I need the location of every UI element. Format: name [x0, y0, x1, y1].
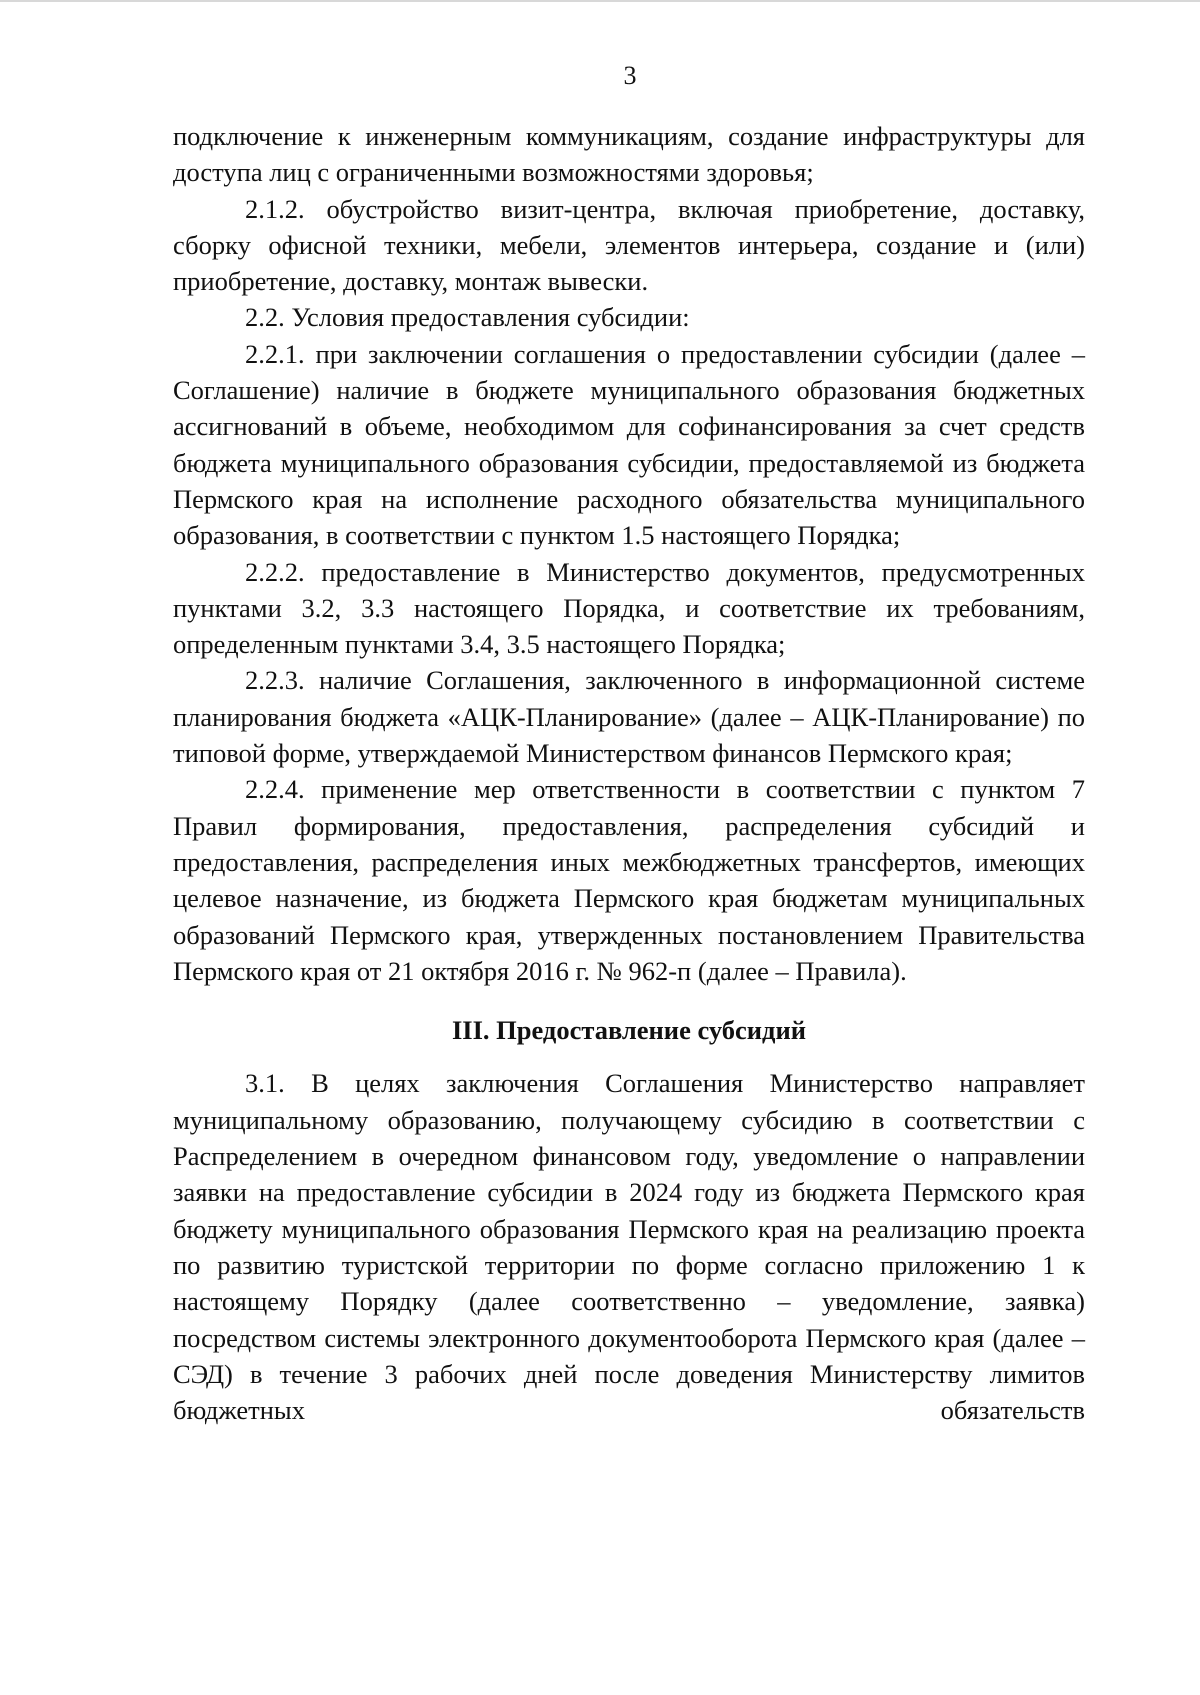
- page-top-edge: [0, 0, 1200, 2]
- paragraph-2-2-2: 2.2.2. предоставление в Министерство документов, предусмотренных пунктами 3.2, 3.3 настоящего Порядка, и соответствие их требованиям, определенным пунктами 3.4, 3.5 настоящего Порядка;: [173, 556, 1085, 660]
- paragraph-2-2-3: 2.2.3. наличие Соглашения, заключенного в информационной системе планирования бюджета «АЦК-Планирование» (далее – АЦК-Планирование) по типовой форме, утверждаемой Министерством финансов Пермского края;: [173, 665, 1085, 769]
- paragraph-2-1-2: 2.1.2. обустройство визит-центра, включая приобретение, доставку, сборку офисной техники, мебели, элементов интерьера, создание и (или) приобретение, доставку, монтаж вывески.: [173, 193, 1085, 297]
- paragraph-continuation: подключение к инженерным коммуникациям, создание инфраструктуры для доступа лиц с ограниченными возможностями здоровья;: [173, 121, 1085, 188]
- paragraph-2-2-1: 2.2.1. при заключении соглашения о предоставлении субсидии (далее – Соглашение) наличие в бюджете муниципального образования бюджетных ассигнований в объеме, необходимом для софинансирования за счет средств бюджета муниципального образования субсидии, предоставляемой из бюджета Пермского края на исполнение расходного обязательства муниципального образования, в соответствии с пунктом 1.5 настоящего Порядка;: [173, 338, 1085, 551]
- section-heading-3: III. Предоставление субсидий: [451, 1015, 806, 1046]
- document-body: [173, 118, 1085, 1428]
- paragraph-3-1: 3.1. В целях заключения Соглашения Министерство направляет муниципальному образованию, получающему субсидию в соответствии с Распределением в очередном финансовом году, уведомление о направлении заявки на предоставление субсидии в 2024 году из бюджета Пермского края бюджету муниципального образования Пермского края на реализацию проекта по развитию туристской территории по форме согласно приложению 1 к настоящему Порядку (далее соответственно – уведомление, заявка) посредством системы электронного документооборота Пермского края (далее – СЭД) в течение 3 рабочих дней после доведения Министерству лимитов бюджетных обязательств: [173, 1068, 1085, 1426]
- paragraph-2-2-4: 2.2.4. применение мер ответственности в соответствии с пунктом 7 Правил формирования, предоставления, распределения субсидий и предоставления, распределения иных межбюджетных трансфертов, имеющих целевое назначение, из бюджета Пермского края бюджетам муниципальных образований Пермского края, утвержденных постановлением Правительства Пермского края от 21 октября 2016 г. № 962-п (далее – Правила).: [173, 774, 1085, 986]
- page-number: 3: [623, 61, 637, 90]
- paragraph-2-2: 2.2. Условия предоставления субсидии:: [245, 302, 690, 333]
